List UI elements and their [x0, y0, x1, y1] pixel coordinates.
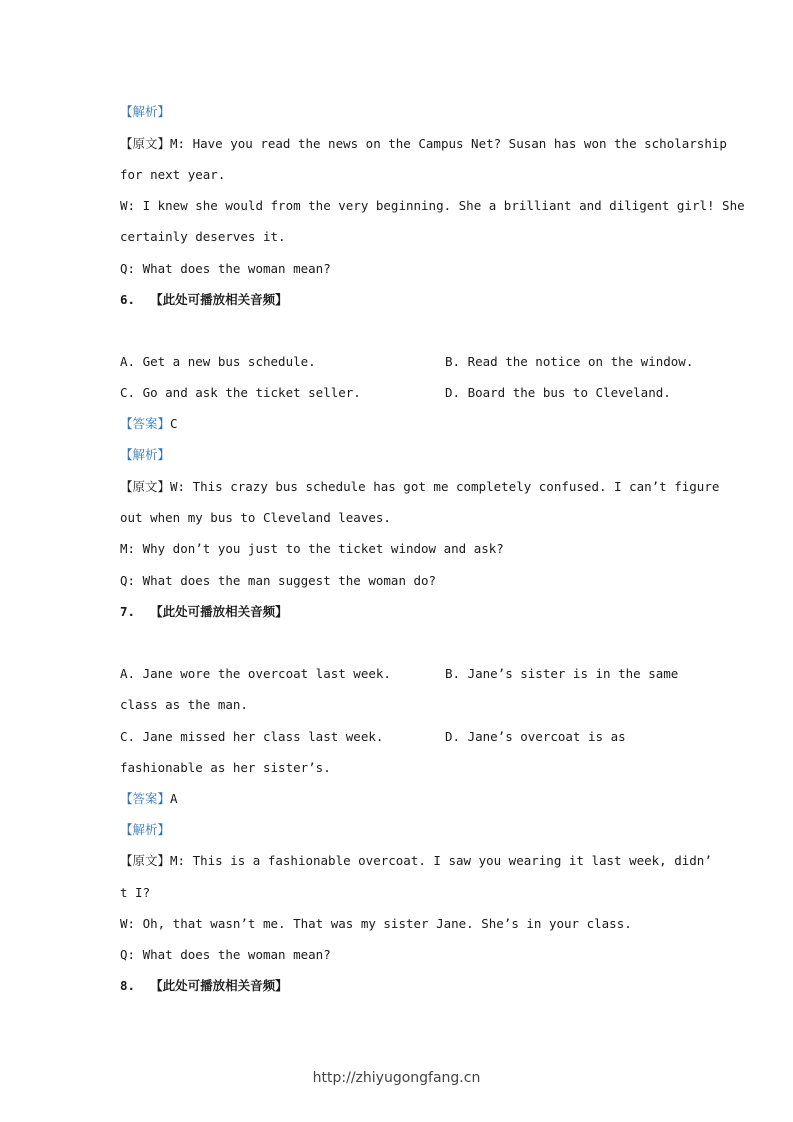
question-number: 7. — [120, 604, 136, 619]
analysis-label: 【解析】 — [120, 447, 171, 462]
answer-label: 【答案】 — [120, 791, 171, 806]
answer-value: C — [170, 416, 178, 431]
question-number: 6. — [120, 292, 136, 307]
audio-placeholder[interactable]: 【此处可播放相关音频】 — [150, 292, 288, 307]
question-text: Q: What does the man suggest the woman do? — [120, 573, 437, 588]
question-number-8 — [120, 978, 680, 994]
transcript-line: certainly deserves it. — [120, 229, 286, 244]
transcript-line: W: I knew she would from the very beginning. She a brilliant and diligent girl! She — [120, 198, 745, 213]
question-number-7 — [120, 604, 680, 620]
transcript-line — [120, 853, 712, 869]
transcript-label: 【原文】 — [120, 479, 171, 494]
transcript-label: 【原文】 — [120, 136, 171, 151]
option-c[interactable]: C. Jane missed her class last week. — [120, 729, 384, 744]
transcript-line: out when my bus to Cleveland leaves. — [120, 510, 391, 525]
option-b[interactable]: B. Read the notice on the window. — [445, 354, 694, 369]
option-c[interactable]: C. Go and ask the ticket seller. — [120, 385, 361, 400]
option-b[interactable]: B. Jane’s sister is in the same — [445, 666, 679, 681]
transcript-line — [120, 136, 727, 152]
transcript-line: M: Why don’t you just to the ticket window and ask? — [120, 541, 504, 556]
answer-line — [120, 416, 680, 432]
transcript-line: t I? — [120, 885, 151, 900]
footer-url[interactable]: http://zhiyugongfang.cn — [312, 1070, 481, 1086]
option-a[interactable]: A. Jane wore the overcoat last week. — [120, 666, 391, 681]
answer-line — [120, 791, 680, 807]
transcript-text: M: Have you read the news on the Campus Net? Susan has won the scholarship — [170, 136, 727, 151]
audio-placeholder[interactable]: 【此处可播放相关音频】 — [150, 978, 288, 993]
analysis-label: 【解析】 — [120, 822, 171, 837]
transcript-line — [120, 479, 720, 495]
option-b-continued: class as the man. — [120, 697, 248, 712]
question-text: Q: What does the woman mean? — [120, 947, 331, 962]
option-a[interactable]: A. Get a new bus schedule. — [120, 354, 316, 369]
answer-value: A — [170, 791, 178, 806]
audio-placeholder[interactable]: 【此处可播放相关音频】 — [150, 604, 288, 619]
option-d[interactable]: D. Jane’s overcoat is as — [445, 729, 626, 744]
answer-label: 【答案】 — [120, 416, 171, 431]
option-d[interactable]: D. Board the bus to Cleveland. — [445, 385, 671, 400]
question-number: 8. — [120, 978, 136, 993]
transcript-label: 【原文】 — [120, 853, 171, 868]
transcript-line: for next year. — [120, 167, 226, 182]
question-number-6 — [120, 292, 680, 308]
transcript-line: W: Oh, that wasn’t me. That was my sister Jane. She’s in your class. — [120, 916, 632, 931]
analysis-label: 【解析】 — [120, 104, 171, 119]
question-text: Q: What does the woman mean? — [120, 261, 331, 276]
transcript-text: M: This is a fashionable overcoat. I saw you wearing it last week, didn’ — [170, 853, 712, 868]
option-d-continued: fashionable as her sister’s. — [120, 760, 331, 775]
transcript-text: W: This crazy bus schedule has got me completely confused. I can’t figure — [170, 479, 720, 494]
